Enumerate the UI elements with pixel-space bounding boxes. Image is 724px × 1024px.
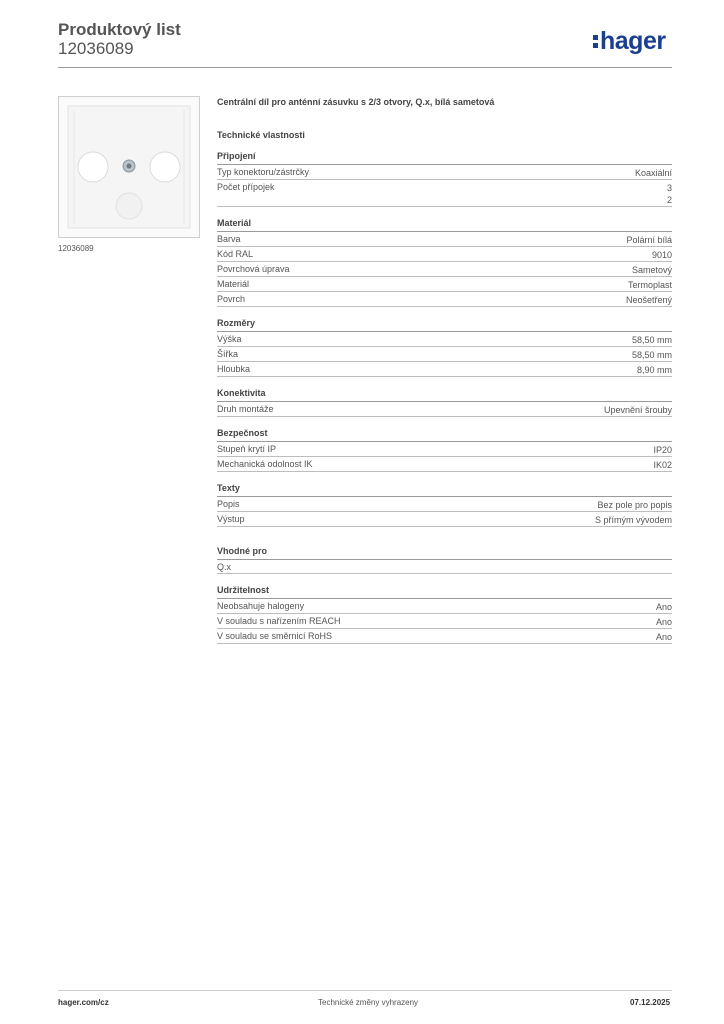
spec-value-line: IK02 [653, 460, 672, 470]
antenna-socket-cover-icon [62, 100, 196, 234]
spec-value [635, 165, 672, 179]
spec-section [217, 387, 672, 417]
spec-label: Kód RAL [217, 249, 254, 259]
footer-date: 07.12.2025 [630, 998, 671, 1007]
spec-row [217, 402, 672, 417]
spec-row [217, 512, 672, 527]
spec-value [653, 457, 672, 471]
spec-value [632, 262, 672, 276]
spec-label: Mechanická odolnost IK [217, 459, 313, 469]
spec-row [217, 292, 672, 307]
spec-value-line: Ano [655, 617, 672, 627]
spec-row [217, 457, 672, 472]
spec-value-line: Sametový [631, 265, 672, 275]
spec-section [217, 584, 672, 644]
spec-row [217, 362, 672, 377]
spec-content [217, 96, 672, 644]
spec-row [217, 347, 672, 362]
spec-section [217, 317, 672, 377]
spec-value-line: Polární bílá [626, 235, 672, 245]
spec-row [217, 497, 672, 512]
spec-value [656, 629, 672, 643]
spec-label: Popis [217, 499, 240, 509]
spec-label: Materiál [217, 279, 250, 289]
spec-value [652, 247, 672, 261]
section-title: Vhodné pro [217, 545, 672, 560]
spec-section [217, 150, 672, 207]
product-number: 12036089 [58, 39, 134, 58]
spec-label: Výstup [217, 514, 245, 524]
spec-value [656, 614, 672, 628]
spec-value-line: Upevnění šrouby [603, 405, 672, 415]
spec-value [656, 599, 672, 613]
spec-value [667, 180, 672, 206]
spec-value-line: 9010 [651, 250, 672, 260]
header-divider [58, 67, 672, 68]
spec-value [632, 347, 672, 361]
spec-label: Počet přípojek [217, 182, 275, 192]
spec-value-line: 58,50 mm [631, 350, 672, 360]
tech-properties-heading: Technické vlastnosti [217, 130, 305, 140]
spec-label: V souladu se směrnicí RoHS [217, 631, 333, 641]
section-title: Texty [217, 482, 672, 497]
spec-value [626, 232, 672, 246]
spec-value-line: 58,50 mm [631, 335, 672, 345]
spec-value-line: S přímým vývodem [594, 515, 672, 525]
spec-value-line: Ano [655, 632, 672, 642]
spec-section [217, 217, 672, 307]
footer-website-link[interactable]: hager.com/cz [58, 998, 109, 1007]
spec-label: Barva [217, 234, 241, 244]
spec-row [217, 599, 672, 614]
spec-label: Stupeň krytí IP [217, 444, 277, 454]
spec-section [217, 545, 672, 574]
spec-section [217, 482, 672, 527]
spec-value-line: 8,90 mm [636, 365, 672, 375]
product-image [58, 96, 200, 238]
spec-value-line: Bez pole pro popis [597, 500, 672, 510]
spec-row [217, 180, 672, 207]
suitable-section [217, 545, 672, 574]
spec-row [217, 332, 672, 347]
hager-logo[interactable] [593, 27, 666, 55]
spec-value-line: Termoplast [627, 280, 672, 290]
spec-value-line: Neošetřený [625, 295, 672, 305]
spec-label: Šířka [217, 349, 239, 359]
spec-label: Povrch [217, 294, 246, 304]
spec-row [217, 442, 672, 457]
spec-row [217, 247, 672, 262]
spec-value [632, 332, 672, 346]
spec-value [595, 512, 672, 526]
spec-value-line: IP20 [653, 445, 672, 455]
spec-value [628, 277, 672, 291]
spec-value-line: 2 [666, 195, 672, 205]
footer-divider [58, 990, 672, 991]
section-title: Rozměry [217, 317, 672, 332]
sustainability-section [217, 584, 672, 644]
spec-value [637, 362, 672, 376]
spec-value [626, 292, 672, 306]
spec-value-line: 3 [666, 183, 672, 193]
spec-label: Druh montáže [217, 404, 274, 414]
spec-section [217, 427, 672, 472]
spec-value-line: Ano [655, 602, 672, 612]
spec-label: Typ konektoru/zástrčky [217, 167, 310, 177]
logo-text: hager [600, 27, 666, 55]
footer-note: Technické změny vyhrazeny [318, 998, 419, 1007]
spec-row [217, 560, 672, 574]
spec-row [217, 232, 672, 247]
spec-row [217, 614, 672, 629]
spec-value [604, 402, 672, 416]
spec-sections [217, 150, 672, 527]
spec-label: Hloubka [217, 364, 251, 374]
section-title: Materiál [217, 217, 672, 232]
section-title: Bezpečnost [217, 427, 672, 442]
spec-row [217, 262, 672, 277]
section-title: Konektivita [217, 387, 672, 402]
page-title: Produktový list [58, 20, 181, 39]
spec-value [653, 442, 672, 456]
spec-row [217, 277, 672, 292]
spec-label: Q.x [217, 562, 232, 572]
section-title: Připojení [217, 150, 672, 165]
spec-label: Výška [217, 334, 242, 344]
spec-row [217, 629, 672, 644]
spec-label: Neobsahuje halogeny [217, 601, 305, 611]
image-caption: 12036089 [58, 244, 94, 253]
spec-row [217, 165, 672, 180]
spec-value-line: Koaxiální [634, 168, 672, 178]
product-description: Centrální díl pro anténní zásuvku s 2/3 otvory, Q.x, bílá sametová [217, 97, 495, 107]
spec-label: V souladu s nařízením REACH [217, 616, 341, 626]
logo-dots-icon [593, 34, 599, 51]
spec-value [597, 497, 672, 511]
section-title: Udržitelnost [217, 584, 672, 599]
spec-label: Povrchová úprava [217, 264, 290, 274]
